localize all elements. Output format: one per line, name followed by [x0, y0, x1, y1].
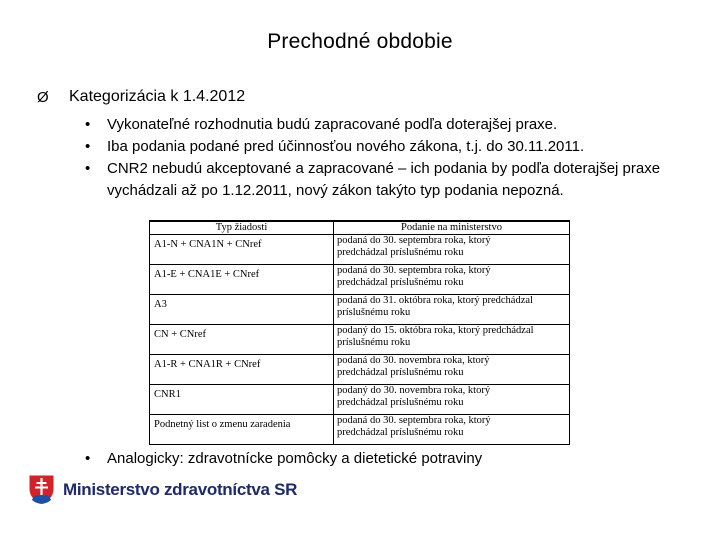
last-bullet — [85, 450, 482, 467]
table-row — [150, 235, 570, 265]
list-item — [85, 114, 685, 136]
last-bullet-text: Analogicky: zdravotnícke pomôcky a dietetické potraviny — [107, 450, 483, 467]
list-item-text: Vykonateľné rozhodnutia budú zapracované podľa doterajšej praxe. — [107, 116, 558, 133]
list-item-text: Iba podania podané pred účinnosťou nového zákona, t.j. do 30.11.2011. — [107, 138, 585, 155]
cell-line: príslušnému roku — [337, 337, 411, 349]
cell-type: A3 — [150, 295, 334, 325]
arrow-bullet-icon: Ø — [37, 88, 49, 106]
bullet-icon: • — [85, 160, 91, 177]
table-row — [150, 325, 570, 355]
list-item — [85, 136, 685, 158]
cell-line: predchádzal príslušnému roku — [337, 277, 464, 289]
table-header-row — [150, 221, 570, 235]
column-header-type: Typ žiadosti — [150, 221, 334, 235]
bullet-icon: • — [85, 138, 91, 155]
cell-type: A1-E + CNA1E + CNref — [150, 265, 334, 295]
cell-type: A1-R + CNA1R + CNref — [150, 355, 334, 385]
cell-line: predchádzal príslušnému roku — [337, 397, 464, 409]
bullet-icon: • — [85, 450, 91, 467]
footer-logo — [28, 474, 297, 505]
cell-line: podaný do 15. októbra roka, ktorý predchádzal — [337, 325, 534, 336]
cell-submission — [334, 295, 570, 325]
slovak-coat-of-arms-icon — [28, 474, 55, 505]
cell-line: príslušnému roku — [337, 307, 411, 319]
deadlines-table — [149, 220, 570, 445]
cell-line: podaná do 30. septembra roka, ktorý — [337, 235, 491, 246]
cell-line: podaná do 30. septembra roka, ktorý — [337, 265, 491, 276]
cell-submission — [334, 325, 570, 355]
cell-line: predchádzal príslušnému roku — [337, 247, 464, 259]
list-item — [85, 158, 685, 202]
table-row — [150, 265, 570, 295]
table-row — [150, 385, 570, 415]
main-bullet-text: Kategorizácia k 1.4.2012 — [69, 88, 246, 105]
column-header-submission: Podanie na ministerstvo — [334, 221, 570, 235]
cell-line: podaná do 30. septembra roka, ktorý — [337, 415, 491, 426]
cell-line: predchádzal príslušnému roku — [337, 427, 464, 439]
cell-type: A1-N + CNA1N + CNref — [150, 235, 334, 265]
table-row — [150, 295, 570, 325]
ministry-name: Ministerstvo zdravotníctva SR — [63, 479, 298, 499]
cell-submission — [334, 355, 570, 385]
table-row — [150, 355, 570, 385]
cell-submission — [334, 385, 570, 415]
cell-line: podaný do 30. novembra roka, ktorý — [337, 385, 491, 396]
main-bullet — [37, 88, 245, 106]
cell-submission — [334, 235, 570, 265]
cell-submission — [334, 415, 570, 445]
cell-type: CN + CNref — [150, 325, 334, 355]
bullet-icon: • — [85, 116, 91, 133]
slide-title: Prechodné obdobie — [267, 30, 453, 53]
cell-submission — [334, 265, 570, 295]
cell-line: podaná do 30. novembra roka, ktorý — [337, 355, 490, 366]
sub-bullet-list — [85, 114, 685, 202]
table-row — [150, 415, 570, 445]
list-item-text: CNR2 nebudú akceptované a zapracované – ich podania by podľa doterajšej praxe vychádzali až po 1.12.2011, nový zákon takýto typ podania nepozná. — [107, 160, 661, 199]
cell-line: predchádzal príslušnému roku — [337, 367, 464, 379]
cell-type: Podnetný list o zmenu zaradenia — [150, 415, 334, 445]
cell-type: CNR1 — [150, 385, 334, 415]
cell-line: podaná do 31. októbra roka, ktorý predchádzal — [337, 295, 533, 306]
